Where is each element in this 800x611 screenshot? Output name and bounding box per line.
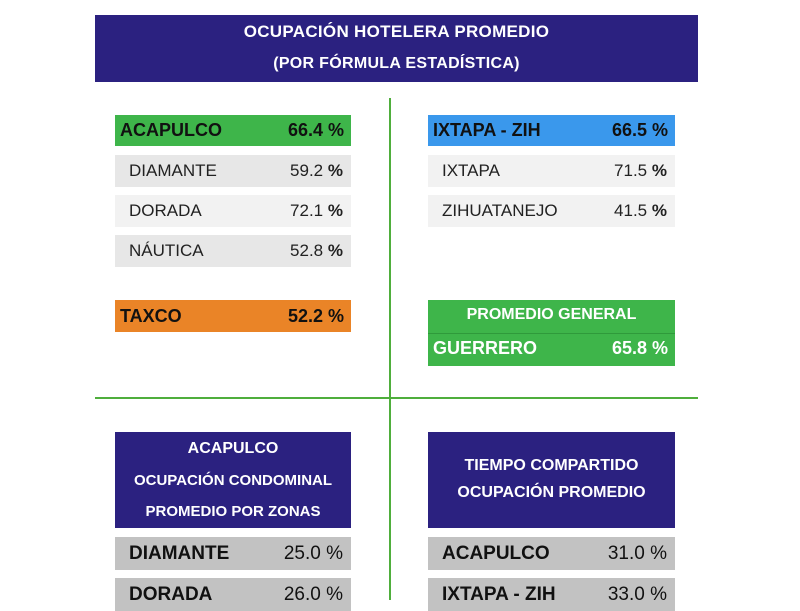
- general-average-box: [428, 300, 675, 366]
- row-value: 52.8 %: [290, 241, 343, 260]
- row-value: 41.5 %: [614, 201, 667, 220]
- row-value: 71.5 %: [614, 161, 667, 180]
- general-average-separator: [428, 333, 675, 334]
- report-title: OCUPACIÓN HOTELERA PROMEDIO: [243, 22, 550, 41]
- condominal-row-dorada: [115, 578, 351, 611]
- row-value: 26.0 %: [283, 583, 343, 605]
- row-value: 66.5 %: [611, 120, 668, 140]
- condominal-title-line-3: PROMEDIO POR ZONAS: [145, 503, 321, 520]
- row-name: DIAMANTE: [129, 161, 217, 180]
- row-name: ACAPULCO: [442, 542, 550, 564]
- condominal-title-line-1: ACAPULCO: [187, 440, 279, 457]
- zone-row-nautica: [115, 235, 351, 267]
- row-name: NÁUTICA: [129, 241, 204, 260]
- row-value: 59.2 %: [290, 161, 343, 180]
- row-name: ZIHUATANEJO: [442, 201, 558, 220]
- row-value: 66.4 %: [287, 120, 344, 140]
- row-value: 25.0 %: [283, 542, 343, 564]
- zone-row-zihuatanejo: [428, 195, 675, 227]
- timeshare-row-ixtapa-zih: [428, 578, 675, 611]
- vertical-divider: [389, 98, 391, 600]
- row-value: 31.0 %: [607, 542, 667, 564]
- row-name: ACAPULCO: [120, 120, 222, 140]
- condominal-title-line-2: OCUPACIÓN CONDOMINAL: [133, 472, 333, 489]
- row-value: 52.2 %: [287, 305, 344, 326]
- report-subtitle: (POR FÓRMULA ESTADÍSTICA): [273, 55, 520, 72]
- horizontal-divider: [95, 397, 698, 399]
- zone-row-dorada: [115, 195, 351, 227]
- row-name: DIAMANTE: [129, 542, 230, 564]
- row-name: IXTAPA: [442, 161, 500, 180]
- condominal-title-box: [115, 432, 351, 528]
- row-value: 65.8 %: [611, 338, 668, 358]
- zone-row-ixtapa: [428, 155, 675, 187]
- taxco-row: [115, 300, 351, 332]
- row-name: DORADA: [129, 201, 202, 220]
- report-header: [95, 15, 698, 82]
- condominal-row-diamante: [115, 537, 351, 570]
- row-name: GUERRERO: [433, 338, 538, 358]
- row-name: IXTAPA - ZIH: [442, 583, 556, 605]
- ixtapa-zih-total-row: [428, 115, 675, 146]
- general-average-title: PROMEDIO GENERAL: [466, 306, 637, 323]
- row-name: IXTAPA - ZIH: [433, 120, 541, 140]
- timeshare-title-line-2: OCUPACIÓN PROMEDIO: [457, 484, 646, 501]
- row-value: 72.1 %: [290, 201, 343, 220]
- zone-row-diamante: [115, 155, 351, 187]
- timeshare-title-box: [428, 432, 675, 528]
- timeshare-title-line-1: TIEMPO COMPARTIDO: [464, 457, 639, 474]
- row-name: DORADA: [129, 583, 213, 605]
- row-name: TAXCO: [120, 305, 182, 326]
- timeshare-row-acapulco: [428, 537, 675, 570]
- acapulco-total-row: [115, 115, 351, 146]
- general-average-row: [433, 338, 668, 359]
- row-value: 33.0 %: [607, 583, 667, 605]
